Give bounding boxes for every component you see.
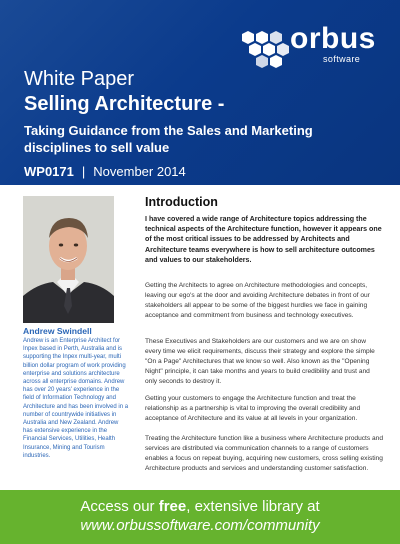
author-portrait-image — [23, 196, 114, 323]
intro-lead-paragraph: I have covered a wide range of Architecture topics addressing the technical aspects of the Architecture function, however it appears one of the most critical issues to be addressed by Architects and Architecture teams everywhere is how to sell architecture outcomes and values to our stakeholders. — [145, 215, 382, 264]
footer-banner — [0, 490, 400, 544]
document-type: White Paper — [24, 68, 135, 90]
section-heading: Introduction — [145, 195, 218, 209]
document-code: WP0171 — [24, 164, 74, 179]
community-link[interactable]: www.orbussoftware.com/community — [80, 517, 320, 534]
footer-cta-free: free — [158, 498, 187, 515]
body-paragraph: Getting the Architects to agree on Architecture methodologies and concepts, leaving our ego's at the door and avoiding Architecture debates in front of our stakeholders all appear to be some of the biggest hurdles we face in gaining acceptance and commitment from business and technology executives. — [145, 282, 370, 319]
header-banner — [0, 0, 400, 185]
document-title: Selling Architecture - — [24, 93, 225, 115]
document-date: November 2014 — [93, 164, 186, 179]
footer-cta-pre: Access our — [80, 498, 159, 515]
footer-cta-text — [0, 498, 400, 516]
logo-wordmark: orbus — [290, 22, 376, 55]
document-subtitle: Taking Guidance from the Sales and Marketing disciplines to sell value — [24, 123, 313, 155]
footer-cta-post: , extensive library at — [186, 498, 320, 515]
body-paragraph: Treating the Architecture function like a business where Architecture products and services are distributed via communication channels to a range of customers enables a focus on repeat buying, acquiring new customers, cross selling existing Architecture products and services and understanding customer satisfaction. — [145, 435, 383, 472]
author-name: Andrew Swindell — [23, 326, 92, 336]
meta-separator: | — [81, 164, 86, 179]
body-paragraph: Getting your customers to engage the Architecture function and treat the relationship as a partnership is vital to improving the overall credibility and acceptance of Architecture and its value at all levels in your organization. — [145, 395, 361, 422]
document-meta — [24, 164, 186, 180]
author-photo — [23, 196, 114, 323]
author-bio: Andrew is an Enterprise Architect for Inpex based in Perth, Australia and is supporting the Inpex multi-year, multi billion dollar program of work providing enterprise and solutions architecture across all enterprise domains. Andrew has over 20 years' experience in the field of Information Technology and Architecture and has been involved in a number of countrywide initiatives in Australia and New Zealand. Andrew has extensive experience in the Financial Services, Utilities, Health Insurance, Mining and Tourism industries. — [23, 338, 129, 459]
body-paragraph: These Executives and Stakeholders are our customers and we are on show every time we elicit requirements, discuss their strategy and explore the simple "On a Page" Architectures that we know so well. Also known as the "Opening Night" principle, it can take months and years to build credibility and trust and only seconds to destroy it. — [145, 338, 375, 385]
logo-subtext: software — [323, 54, 361, 64]
